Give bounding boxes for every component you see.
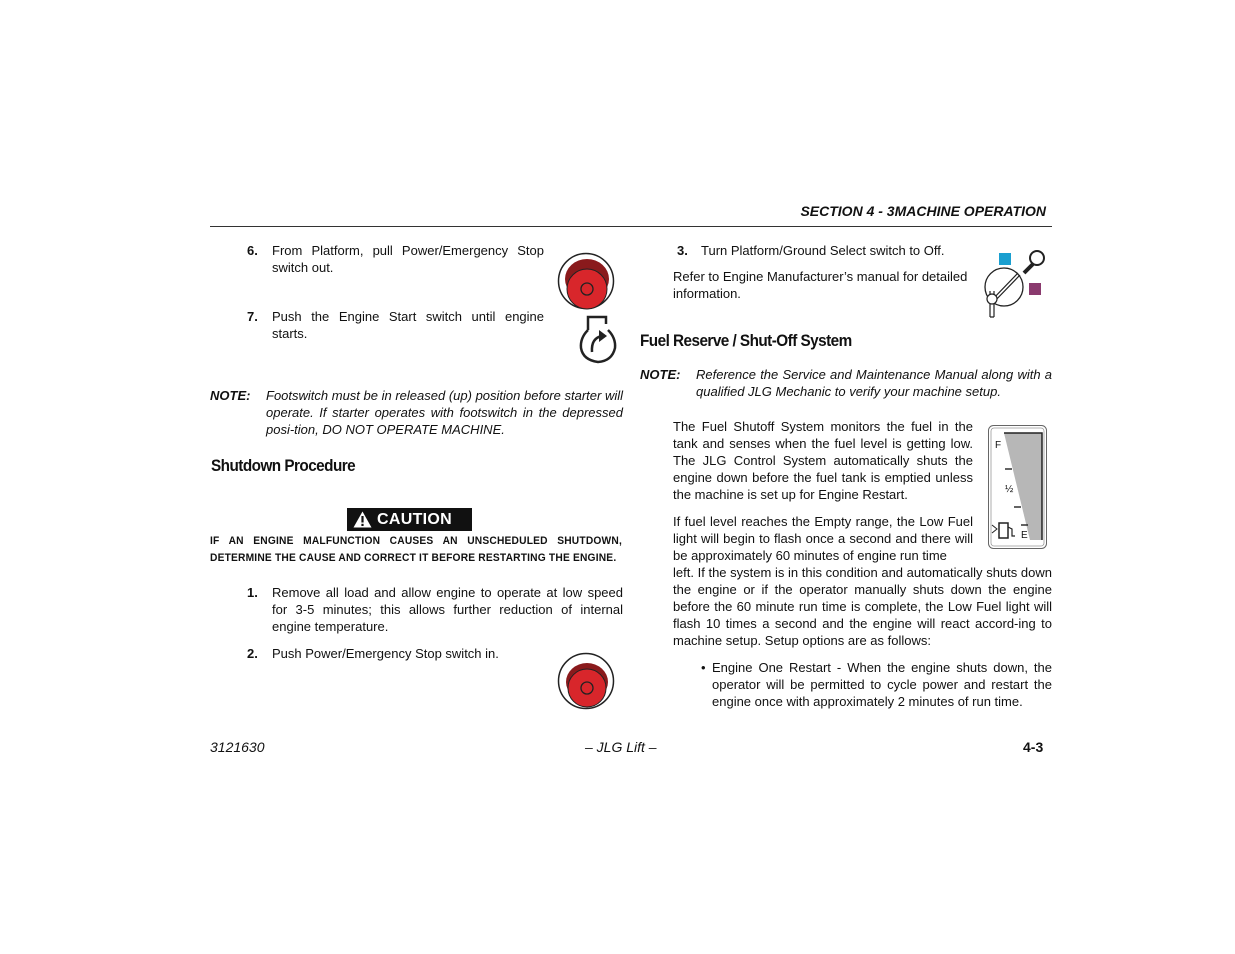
- gauge-empty-label: E: [1021, 530, 1028, 541]
- caution-text: IF AN ENGINE MALFUNCTION CAUSES AN UNSCHEDULED SHUTDOWN, DETERMINE THE CAUSE AND CORRECT IT BEFORE RESTARTING THE ENGINE.: [210, 535, 622, 564]
- paragraph-2-part-1: If fuel level reaches the Empty range, the Low Fuel light will begin to flash once a second and there will be approximately 60 minutes of engine run time: [673, 514, 973, 563]
- refer-text: Refer to Engine Manufacturer’s manual for detailed information.: [673, 269, 968, 301]
- footer-center: – JLG Lift –: [585, 739, 657, 755]
- caution-label: CAUTION: [377, 511, 452, 528]
- step-6-number: 6.: [247, 243, 258, 258]
- gauge-half-label: ½: [1005, 484, 1014, 495]
- step-7-number: 7.: [247, 309, 258, 324]
- paragraph-2-part-2: left. If the system is in this condition and automatically shuts down the engine or if the operator manually shuts down the engine before the 60 minute run time is complete, the Low Fuel light will flash 10 times a second and the engine will react accord-ing to machine setup. Setup options are as follows:: [673, 565, 1052, 648]
- step-6-text: From Platform, pull Power/Emergency Stop switch out.: [272, 243, 544, 275]
- step-3-number: 3.: [677, 243, 688, 258]
- step-1-number: 1.: [247, 585, 258, 600]
- note-2-text: Reference the Service and Maintenance Manual along with a qualified JLG Mechanic to verify your machine setup.: [696, 367, 1052, 399]
- warning-triangle-icon: [353, 511, 372, 528]
- caution-badge: [347, 508, 472, 531]
- step-2-number: 2.: [247, 646, 258, 661]
- emergency-stop-in-icon: [557, 652, 615, 710]
- gauge-full-label: F: [995, 440, 1002, 451]
- note-2-label: NOTE:: [640, 367, 681, 382]
- fuel-heading: Fuel Reserve / Shut-Off System: [640, 331, 852, 350]
- fuel-gauge: [988, 425, 1047, 549]
- step-3-text: Turn Platform/Ground Select switch to Off.: [701, 243, 945, 258]
- shutdown-heading: Shutdown Procedure: [211, 456, 356, 475]
- note-1-text: Footswitch must be in released (up) position before starter will operate. If starter operates with footswitch in the depressed posi-tion, DO NOT OPERATE MACHINE.: [266, 388, 623, 437]
- engine-start-icon: [578, 314, 618, 364]
- note-1-label: NOTE:: [210, 388, 251, 403]
- bullet-dot: •: [701, 660, 706, 675]
- bullet-engine-one-restart: Engine One Restart - When the engine shuts down, the operator will be permitted to cycle power and restart the engine once with approximately 2 minutes of run time.: [712, 660, 1052, 709]
- key-switch-icon: [982, 247, 1047, 319]
- section-title: SECTION 4 - 3MACHINE OPERATION: [800, 203, 1046, 219]
- emergency-stop-out-icon: [557, 252, 615, 310]
- header-rule: [210, 226, 1052, 227]
- paragraph-1: The Fuel Shutoff System monitors the fuel in the tank and senses when the fuel level is getting low. The JLG Control System automatically shuts the engine down before the fuel tank is emptied unless the machine is set up for Engine Restart.: [673, 419, 973, 502]
- step-7-text: Push the Engine Start switch until engine starts.: [272, 309, 544, 341]
- doc-number: 3121630: [210, 739, 265, 755]
- step-2-text: Push Power/Emergency Stop switch in.: [272, 646, 499, 661]
- page-number: 4-3: [1023, 739, 1044, 755]
- step-1-text: Remove all load and allow engine to operate at low speed for 3-5 minutes; this allows further reduction of internal engine temperature.: [272, 585, 623, 634]
